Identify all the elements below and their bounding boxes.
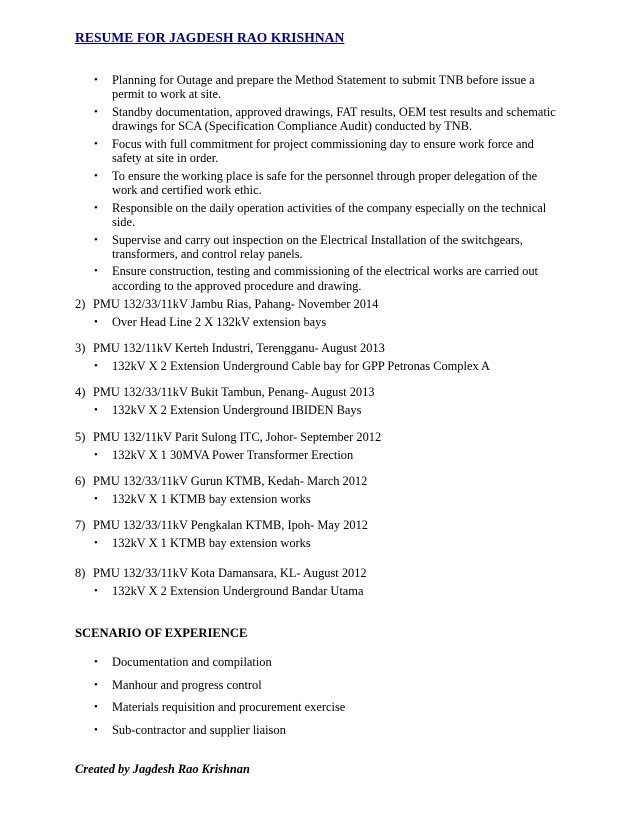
project-heading: PMU 132/33/11kV Jambu Rias, Pahang- November 2014 <box>93 297 379 311</box>
project-number: 2) <box>75 297 86 311</box>
list-item: • To ensure the working place is safe for the personnel through proper delegation of the work and certified work ethic. <box>94 168 538 197</box>
project-detail: 132kV X 2 Extension Underground Cable bay for GPP Petronas Complex A <box>112 359 490 373</box>
project-heading: PMU 132/11kV Kerteh Industri, Terengganu- August 2013 <box>93 341 385 355</box>
project-heading: PMU 132/11kV Parit Sulong ITC, Johor- September 2012 <box>93 430 382 444</box>
list-item: • Planning for Outage and prepare the Method Statement to submit TNB before issue a permit to work at site. <box>94 73 535 102</box>
list-item: • Materials requisition and procurement exercise <box>94 700 346 714</box>
project-item <box>75 566 367 599</box>
project-detail: Over Head Line 2 X 132kV extension bays <box>112 315 327 329</box>
project-item <box>75 518 368 551</box>
project-number: 4) <box>75 385 86 399</box>
project-item <box>75 341 490 374</box>
bullet-icon: • <box>94 701 98 713</box>
project-number: 6) <box>75 474 86 488</box>
list-item: • Standby documentation, approved drawings, FAT results, OEM test results and schematic drawings for SCA (Specification Compliance Audit) conducted by TNB. <box>94 104 556 134</box>
skills-list <box>0 655 345 745</box>
list-item: • Sub-contractor and supplier liaison <box>94 722 286 737</box>
project-heading: PMU 132/33/11kV Gurun KTMB, Kedah- March 2012 <box>93 474 368 488</box>
bullet-icon: • <box>94 360 98 372</box>
page-title: RESUME FOR JAGDESH RAO KRISHNAN <box>75 30 345 45</box>
bullet-icon: • <box>94 723 98 736</box>
project-detail: 132kV X 1 KTMB bay extension works <box>112 492 311 506</box>
bullet-icon: • <box>94 493 98 505</box>
project-number: 5) <box>75 430 86 444</box>
project-detail: 132kV X 1 KTMB bay extension works <box>112 536 311 550</box>
project-heading: PMU 132/33/11kV Bukit Tambun, Penang- August 2013 <box>93 385 375 399</box>
list-item: • Documentation and compilation <box>94 655 272 669</box>
bullet-icon: • <box>94 74 98 86</box>
project-heading: PMU 132/33/11kV Kota Damansara, KL- August 2012 <box>93 566 367 580</box>
project-number: 7) <box>75 518 86 532</box>
list-item: • Manhour and progress control <box>94 677 262 692</box>
list-item: • Focus with full commitment for project commissioning day to ensure work force and safety at site in order. <box>94 136 534 166</box>
bullet-icon: • <box>94 233 98 246</box>
footer-credit: Created by Jagdesh Rao Krishnan <box>75 762 250 776</box>
duties-list <box>0 73 557 296</box>
bullet-icon: • <box>94 137 98 150</box>
project-item <box>75 297 378 330</box>
list-item: • Ensure construction, testing and commissioning of the electrical works are carried out according to the approved procedure and drawing. <box>94 264 538 293</box>
bullet-icon: • <box>94 585 98 597</box>
bullet-icon: • <box>94 169 98 182</box>
bullet-icon: • <box>94 316 98 328</box>
project-item <box>75 474 367 507</box>
bullet-icon: • <box>94 678 98 691</box>
project-number: 3) <box>75 341 86 355</box>
project-detail: 132kV X 2 Extension Underground IBIDEN Bays <box>112 403 362 417</box>
bullet-icon: • <box>94 201 98 214</box>
project-heading: PMU 132/33/11kV Pengkalan KTMB, Ipoh- May 2012 <box>93 518 368 532</box>
section-heading: SCENARIO OF EXPERIENCE <box>75 626 248 640</box>
bullet-icon: • <box>94 404 98 416</box>
project-detail: 132kV X 2 Extension Underground Bandar Utama <box>112 584 364 598</box>
project-item <box>75 385 375 418</box>
list-item: • Supervise and carry out inspection on the Electrical Installation of the switchgears, transformers, and control relay panels. <box>94 232 523 261</box>
bullet-icon: • <box>94 449 98 461</box>
project-detail: 132kV X 1 30MVA Power Transformer Erection <box>112 448 354 462</box>
list-item: • Responsible on the daily operation activities of the company especially on the technical side. <box>94 200 547 229</box>
bullet-icon: • <box>94 105 98 118</box>
bullet-icon: • <box>94 537 98 549</box>
bullet-icon: • <box>94 265 98 278</box>
project-item <box>75 430 381 463</box>
project-number: 8) <box>75 566 86 580</box>
bullet-icon: • <box>94 656 98 668</box>
